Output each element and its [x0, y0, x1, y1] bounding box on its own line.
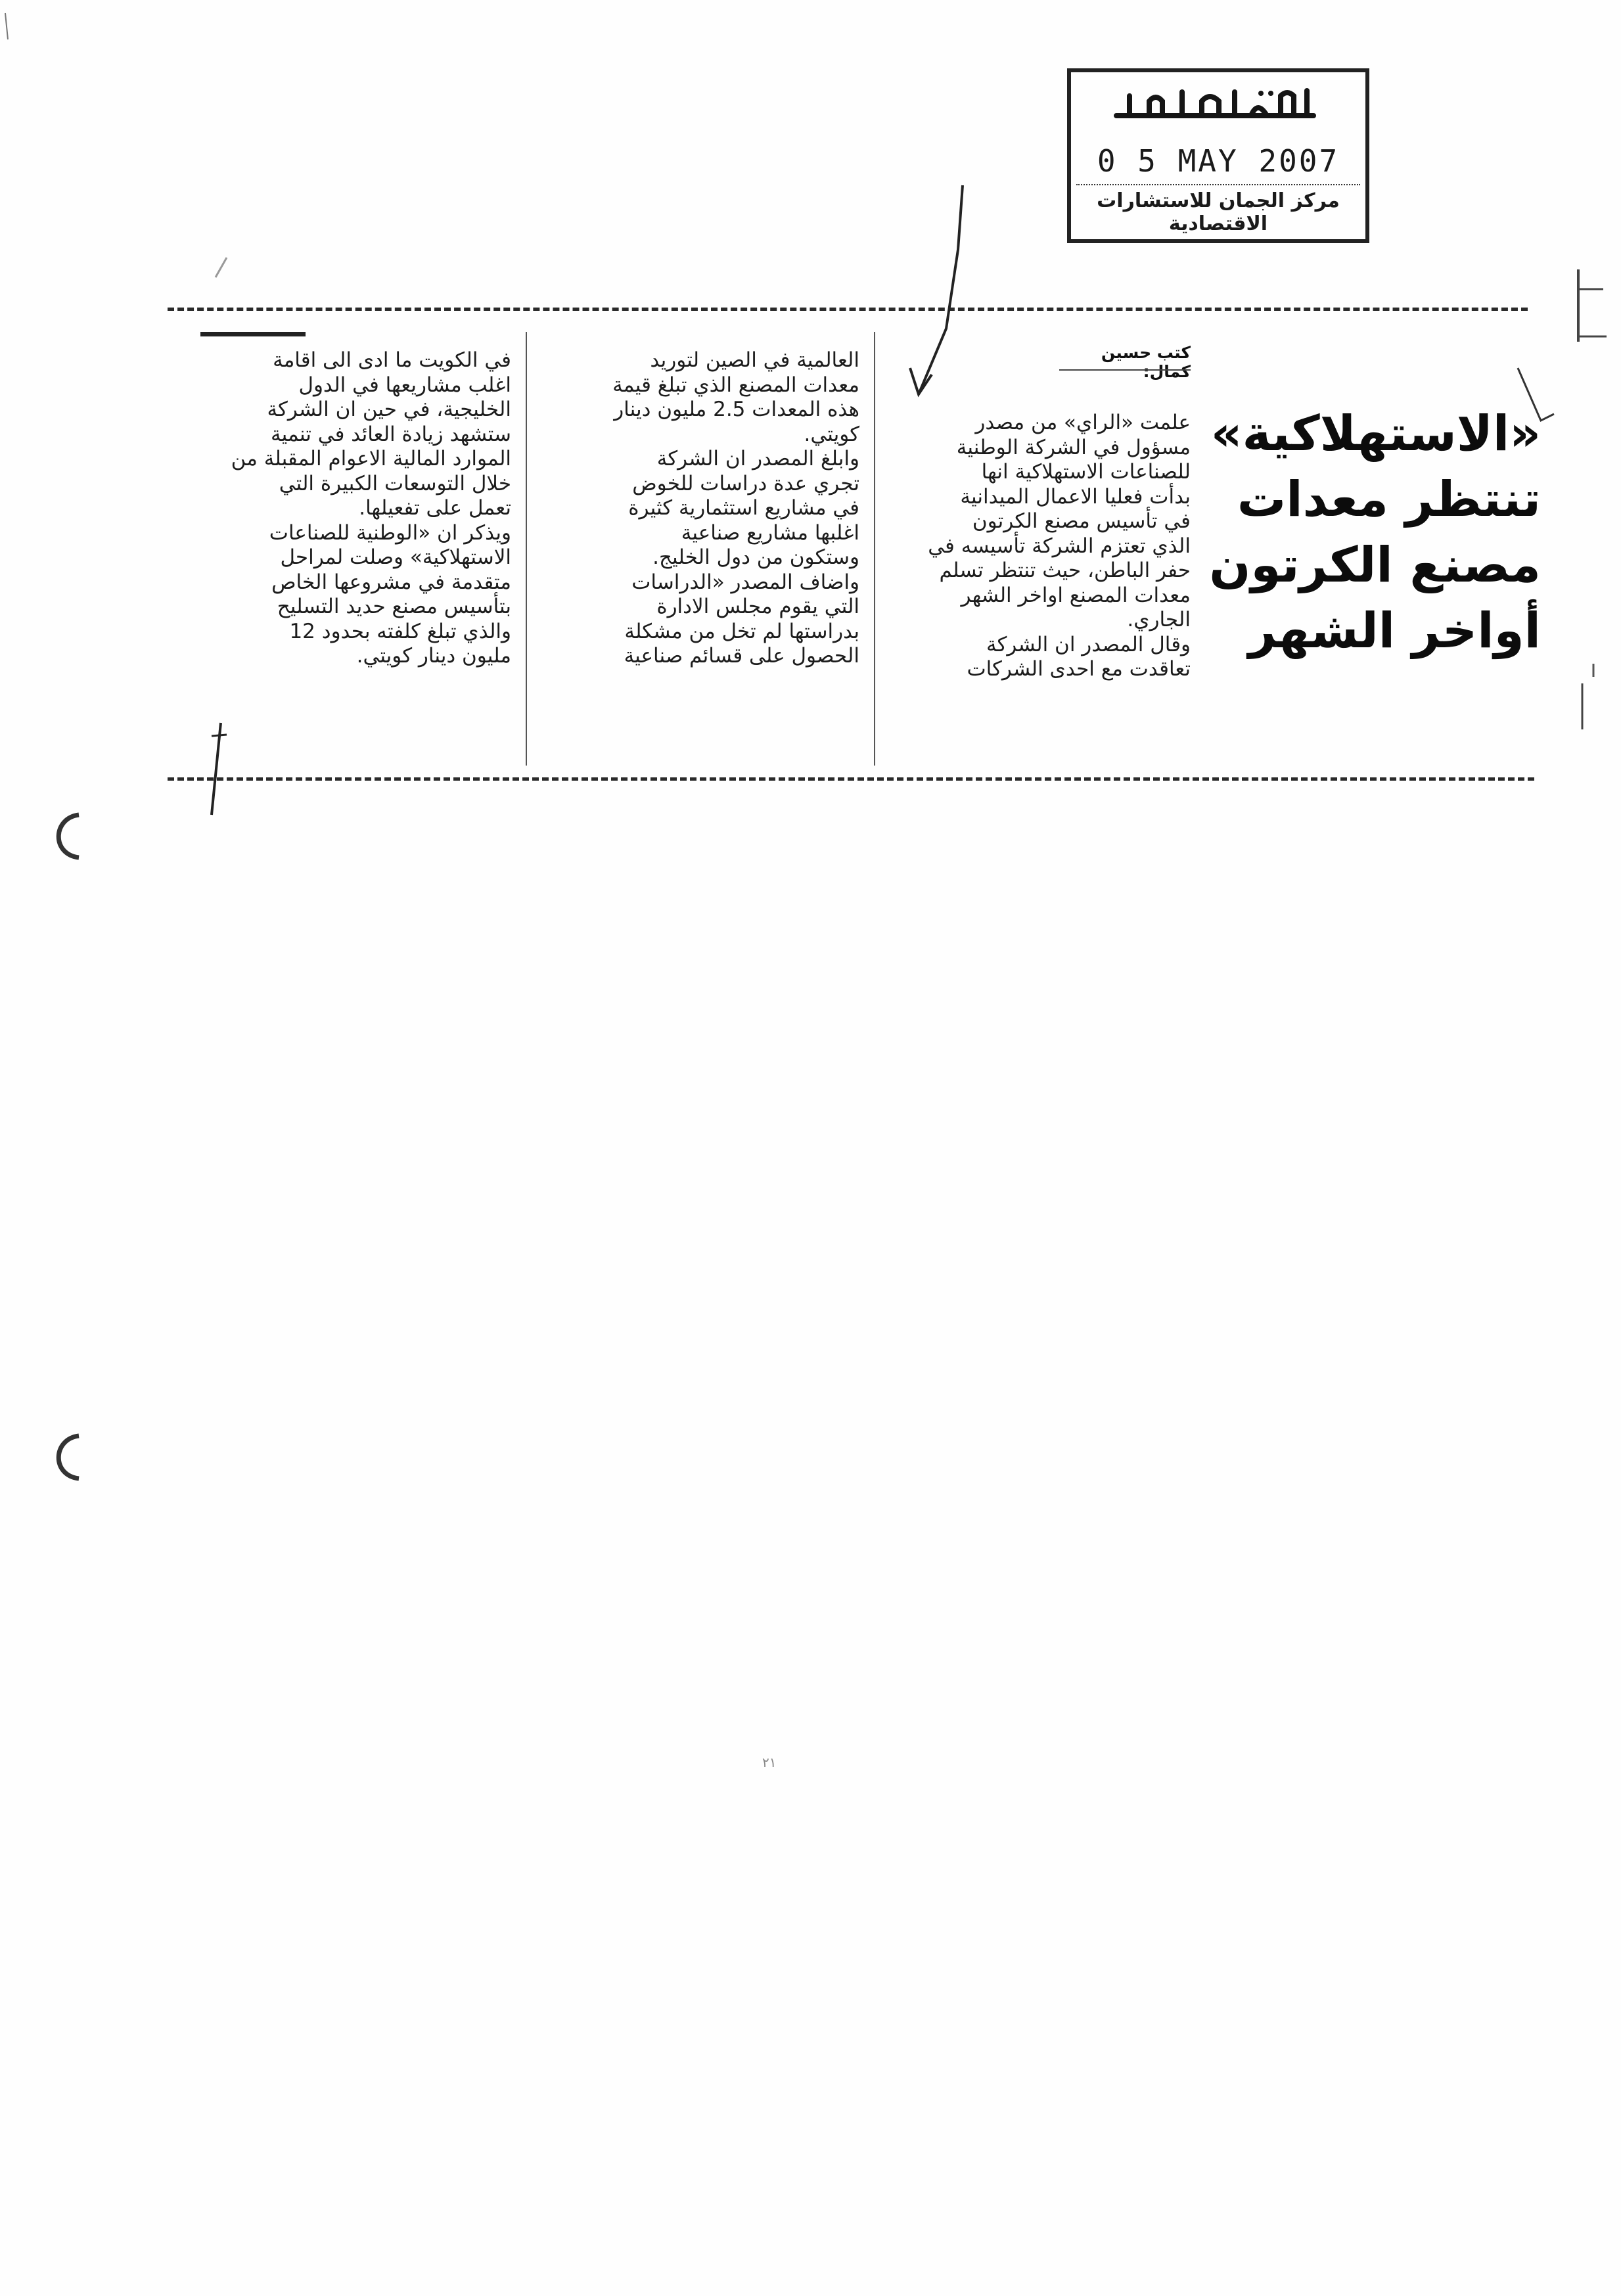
headline-line: مصنع الكرتون — [1209, 537, 1541, 593]
pen-stroke — [919, 185, 963, 394]
text-line: والذي تبلغ كلفته بحدود 12 — [289, 619, 511, 643]
text-line: مسؤول في الشركة الوطنية — [956, 435, 1191, 459]
text-line: الحصول على قسائم صناعية — [624, 644, 859, 668]
text-line: الاستهلاكية» وصلت لمراحل — [280, 545, 511, 569]
text-line: الذي تعتزم الشركة تأسيسه في — [928, 534, 1191, 558]
text-line: واضاف المصدر «الدراسات — [631, 570, 859, 594]
text-line: متقدمة في مشروعها الخاص — [271, 570, 511, 594]
stamp-footer: مركز الجمان للاستشارات الاقتصادية — [1076, 184, 1360, 235]
text-line: الجاري. — [1127, 608, 1191, 631]
text-line: وابلغ المصدر ان الشركة — [656, 447, 859, 471]
text-line: مليون دينار كويتي. — [356, 644, 511, 668]
text-line: علمت «الراي» من مصدر — [975, 411, 1191, 434]
punch-hole — [58, 1436, 79, 1479]
headline-line: «الاستهلاكية» — [1210, 405, 1541, 462]
text-line: تعمل على تفعيلها. — [359, 496, 511, 520]
text-line: العالمية في الصين لتوريد — [650, 348, 859, 372]
text-line: تعاقدت مع احدى الشركات — [967, 657, 1191, 681]
text-line: في تأسيس مصنع الكرتون — [972, 509, 1191, 533]
text-line: التي يقوم مجلس الادارة — [656, 595, 859, 618]
text-line: وقال المصدر ان الشركة — [986, 632, 1191, 656]
text-line: معدات المصنع اواخر الشهر — [961, 583, 1191, 607]
text-line: بدأت فعليا الاعمال الميدانية — [960, 484, 1191, 509]
text-line: ويذكر ان «الوطنية للصناعات — [269, 520, 511, 545]
text-line: بدراستها لم تخل من مشكلة — [624, 619, 859, 643]
text-line: اغلبها مشاريع صناعية — [681, 520, 859, 545]
text-line: بتأسيس مصنع حديد التسليح — [277, 595, 511, 618]
text-line: الموارد المالية الاعوام المقبلة من — [231, 447, 511, 471]
text-line: وستكون من دول الخليج. — [652, 545, 859, 569]
text-line: هذه المعدات 2.5 مليون دينار — [614, 398, 859, 421]
text-line: خلال التوسعات الكبيرة التي — [279, 471, 511, 495]
punch-hole — [58, 815, 79, 858]
pen-stroke — [212, 735, 227, 736]
text-line: في مشاريع استثمارية كثيرة — [628, 496, 859, 520]
pen-check — [1518, 368, 1554, 421]
article-byline: كتب حسين كمال: — [1101, 343, 1191, 381]
edge-mark — [5, 13, 8, 39]
text-line: تجري عدة دراسات للخوض — [632, 471, 859, 495]
text-line: كويتي. — [804, 422, 859, 446]
text-line: للصناعات الاستهلاكية انها — [981, 460, 1191, 484]
text-line: حفر الباطن، حيث تنتظر تسلم — [939, 559, 1191, 582]
text-line: في الكويت ما ادى الى اقامة — [273, 348, 511, 372]
text-line: ستشهد زيادة العائد في تنمية — [271, 422, 511, 446]
text-line: الخليجية، في حين ان الشركة — [267, 398, 511, 421]
stamp-date: 0 5 MAY 2007 — [1097, 143, 1340, 179]
headline-line: أواخر الشهر — [1248, 603, 1541, 659]
headline-line: تنتظر معدات — [1237, 471, 1541, 528]
page-mark: ٢١ — [762, 1755, 777, 1770]
text-line: معدات المصنع الذي تبلغ قيمة — [612, 373, 859, 397]
text-line: اغلب مشاريعها في الدول — [298, 373, 511, 397]
faint-mark — [216, 258, 227, 277]
